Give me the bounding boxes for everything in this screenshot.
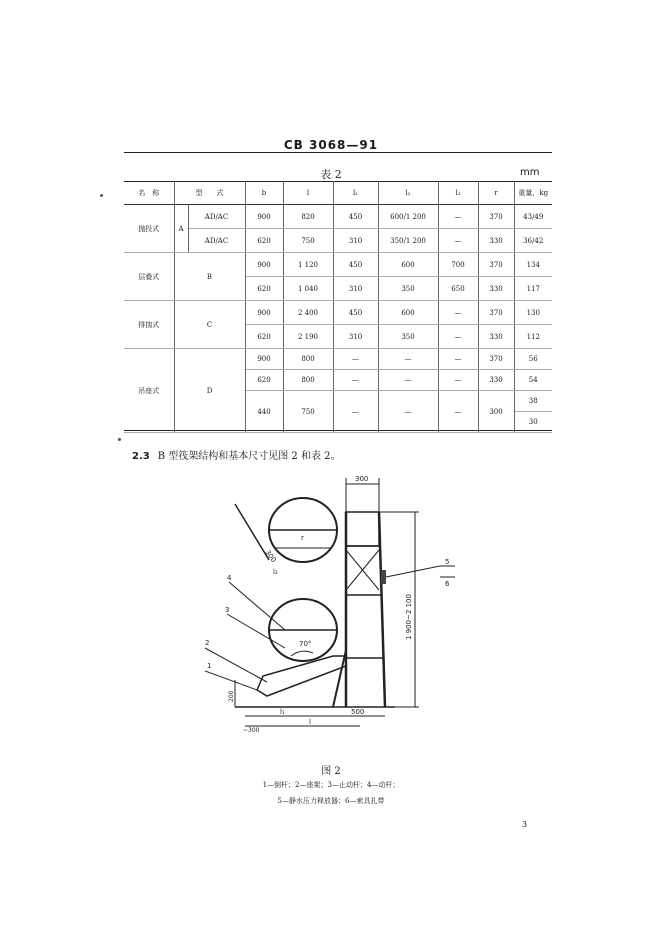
group-type: C [174, 301, 245, 349]
leader-line [205, 671, 257, 690]
cell-weight: 43/49 [514, 205, 552, 229]
header-type: 型 式 [174, 182, 245, 205]
cell-b: 900 [245, 301, 283, 325]
header-b: b [245, 182, 283, 205]
header-l1: l₁ [333, 182, 378, 205]
header-l: l [283, 182, 333, 205]
leader-line [227, 614, 285, 648]
group-type: D [174, 349, 245, 433]
cell-l2: 600/1 200 [378, 205, 438, 229]
header-rule [124, 152, 552, 153]
section-text: B 型筏架结构和基本尺寸见图 2 和表 2。 [157, 451, 341, 462]
group-name: 抛投式 [124, 205, 174, 253]
cell-l3: — [438, 301, 478, 325]
cell-l3: — [438, 391, 478, 433]
label-1: 1 [207, 662, 212, 670]
cell-l1: — [333, 370, 378, 391]
angle-arc [291, 651, 313, 656]
header-l3: l₃ [438, 182, 478, 205]
cell-l1: — [333, 349, 378, 370]
angle-label: 70° [299, 640, 312, 648]
raft-rack-drawing [205, 470, 465, 745]
cell-b: 900 [245, 205, 283, 229]
cell-b: 620 [245, 277, 283, 301]
cell-weight: 54 [514, 370, 552, 391]
cell-r: 370 [478, 253, 514, 277]
dim-top-label: 300 [355, 475, 369, 483]
label-2: 2 [205, 639, 210, 647]
cell-r: 330 [478, 229, 514, 253]
header-weight: 重量，kg [514, 182, 552, 205]
cell-r: 370 [478, 301, 514, 325]
cell-b: 620 [245, 325, 283, 349]
group-type: B [174, 253, 245, 301]
cell-l1: 310 [333, 277, 378, 301]
table-row [124, 205, 552, 229]
cell-weight: 38 [514, 391, 552, 412]
cell-r: 330 [478, 370, 514, 391]
dim-left-300: 300 [263, 548, 278, 565]
cell-r: 330 [478, 277, 514, 301]
subtype: AD/AC [188, 205, 245, 229]
scan-speck [118, 438, 121, 441]
figure-legend-line-1: 1—倒杆；2—座架；3—止动杆；4—动杆； [262, 781, 400, 789]
cell-l2: 350 [378, 277, 438, 301]
cell-l: 750 [283, 229, 333, 253]
cell-l3: — [438, 370, 478, 391]
cell-weight: 134 [514, 253, 552, 277]
spec-table [124, 181, 552, 433]
cell-r: 330 [478, 325, 514, 349]
cell-b: 900 [245, 349, 283, 370]
cell-l1: 450 [333, 205, 378, 229]
dim-r: r [301, 534, 304, 542]
table-row [124, 253, 552, 277]
scan-speck [100, 194, 103, 197]
page-number: 3 [522, 820, 528, 829]
cell-l2: 350 [378, 325, 438, 349]
dim-l: l [309, 718, 311, 726]
table-unit: mm [520, 167, 540, 178]
table-bottom-rule [124, 430, 552, 431]
cell-l1: 450 [333, 301, 378, 325]
hydrostatic-release [381, 570, 386, 584]
cell-b: 440 [245, 391, 283, 433]
group-name: 层叠式 [124, 253, 174, 301]
dim-height-label: 1 900~2 100 [405, 594, 413, 640]
leader-line [386, 566, 440, 577]
cell-l: 1 040 [283, 277, 333, 301]
group-name: 吊座式 [124, 349, 174, 433]
cell-l2: 600 [378, 253, 438, 277]
leader-line [205, 648, 267, 682]
cell-l3: — [438, 325, 478, 349]
leader-line [229, 582, 285, 630]
group-name: 排揣式 [124, 301, 174, 349]
cell-l3: 650 [438, 277, 478, 301]
dim-200: 200 [228, 690, 235, 702]
cell-weight: 30 [514, 412, 552, 433]
label-3: 3 [225, 606, 230, 614]
header-r: r [478, 182, 514, 205]
header-l2: l₂ [378, 182, 438, 205]
cradle [257, 656, 346, 696]
cell-l2: 350/1 200 [378, 229, 438, 253]
top-frame-box [346, 512, 379, 546]
table-title: 表 2 [320, 168, 342, 181]
cell-weight: 117 [514, 277, 552, 301]
cell-l3: — [438, 349, 478, 370]
table-header-row [124, 182, 552, 205]
subtype: AD/AC [188, 229, 245, 253]
cell-l3: 700 [438, 253, 478, 277]
label-6: 6 [445, 580, 450, 588]
cell-weight: 130 [514, 301, 552, 325]
dim-l2: l₂ [273, 568, 278, 576]
cell-l2: 600 [378, 301, 438, 325]
cell-l2: — [378, 391, 438, 433]
cell-l2: — [378, 349, 438, 370]
cell-weight: 112 [514, 325, 552, 349]
cell-r: 300 [478, 391, 514, 433]
figure-legend-line-2: 5—静水压力释放器；6—索具扎带 [277, 797, 385, 805]
cell-l: 1 120 [283, 253, 333, 277]
cell-l: 800 [283, 349, 333, 370]
cell-r: 370 [478, 349, 514, 370]
cell-b: 900 [245, 253, 283, 277]
section-2-3 [132, 447, 341, 462]
section-number: 2.3 [132, 451, 150, 462]
frame-post [379, 512, 385, 707]
cell-l1: 450 [333, 253, 378, 277]
cell-l3: — [438, 205, 478, 229]
cell-l: 2 400 [283, 301, 333, 325]
frame-post [333, 650, 346, 707]
dim-left: ~300 [243, 727, 260, 734]
dim-l1: l₁ [280, 708, 285, 716]
figure-title: 图 2 [321, 766, 341, 777]
cell-l1: 310 [333, 229, 378, 253]
cell-r: 370 [478, 205, 514, 229]
table-row [124, 229, 552, 253]
cell-l: 2 190 [283, 325, 333, 349]
cell-l2: — [378, 370, 438, 391]
cell-weight: 36/42 [514, 229, 552, 253]
group-type: A [174, 205, 188, 253]
cell-weight: 56 [514, 349, 552, 370]
label-4: 4 [227, 574, 232, 582]
header-name: 名 称 [124, 182, 174, 205]
label-5: 5 [445, 558, 450, 566]
cell-l: 750 [283, 391, 333, 433]
dim-base: 500 [351, 708, 365, 716]
cell-l3: — [438, 229, 478, 253]
cell-l: 800 [283, 370, 333, 391]
table-row [124, 301, 552, 325]
cell-l: 820 [283, 205, 333, 229]
cell-b: 620 [245, 370, 283, 391]
standard-code: CB 3068—91 [283, 138, 379, 152]
table-row [124, 349, 552, 370]
cell-l1: 310 [333, 325, 378, 349]
cell-l1: — [333, 391, 378, 433]
cell-b: 620 [245, 229, 283, 253]
